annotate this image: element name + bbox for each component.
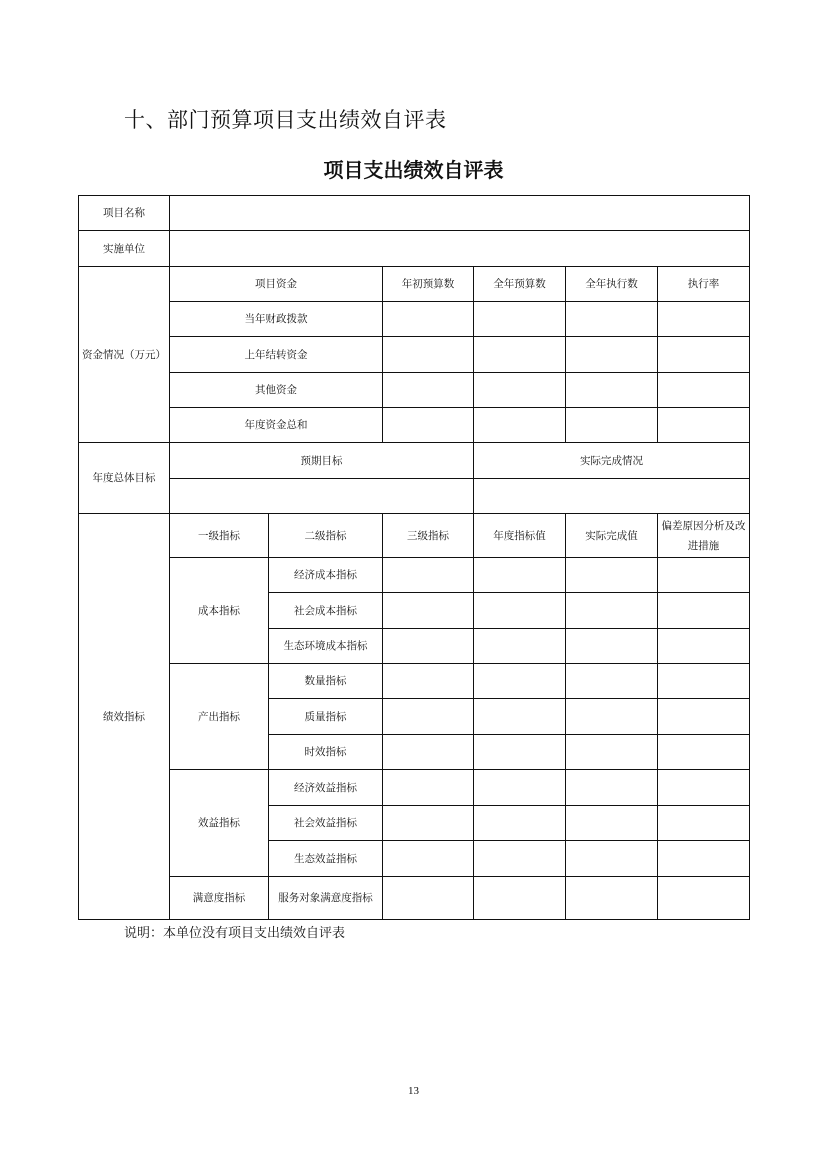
cell[interactable] [566,373,658,408]
implementing-unit-value[interactable] [170,231,750,267]
cell[interactable] [566,558,658,593]
cell[interactable] [383,593,474,629]
funds-row [79,302,750,337]
cell[interactable] [383,699,474,735]
cell[interactable] [658,770,750,806]
cell[interactable] [383,841,474,877]
indicator-row [79,664,750,699]
performance-header-row [79,514,750,558]
cell[interactable] [474,408,566,443]
perf-header-deviation: 偏差原因分析及改进措施 [658,514,750,558]
cell[interactable] [658,699,750,735]
indicator-row [79,877,750,920]
cell[interactable] [566,302,658,337]
cell[interactable] [566,337,658,373]
actual-completion-value[interactable] [474,479,750,514]
indicator-label: 经济成本指标 [269,558,383,593]
actual-completion-header: 实际完成情况 [474,443,750,479]
cell[interactable] [658,629,750,664]
cell[interactable] [474,877,566,920]
indicator-label: 服务对象满意度指标 [269,877,383,920]
cell[interactable] [566,770,658,806]
cell[interactable] [474,735,566,770]
cell[interactable] [383,735,474,770]
cell[interactable] [383,408,474,443]
cell[interactable] [658,373,750,408]
cell[interactable] [474,699,566,735]
cell[interactable] [383,558,474,593]
cell[interactable] [383,664,474,699]
cell[interactable] [658,302,750,337]
cell[interactable] [566,806,658,841]
annual-goal-label: 年度总体目标 [79,443,170,514]
cell[interactable] [658,806,750,841]
funds-row-label: 上年结转资金 [170,337,383,373]
cell[interactable] [474,337,566,373]
cell[interactable] [383,629,474,664]
cell[interactable] [383,337,474,373]
funds-row-label: 其他资金 [170,373,383,408]
indicator-row [79,558,750,593]
cell[interactable] [658,337,750,373]
cell[interactable] [566,699,658,735]
cell[interactable] [474,841,566,877]
cell[interactable] [474,629,566,664]
indicator-label: 时效指标 [269,735,383,770]
funds-row-label: 当年财政拨款 [170,302,383,337]
cell[interactable] [383,877,474,920]
page-number: 13 [408,1085,419,1097]
project-name-value[interactable] [170,196,750,231]
cell[interactable] [658,558,750,593]
cell[interactable] [658,735,750,770]
funds-header-annual-executed: 全年执行数 [566,267,658,302]
cell[interactable] [474,373,566,408]
cell[interactable] [383,806,474,841]
indicator-row [79,770,750,806]
perf-header-level1: 一级指标 [170,514,269,558]
funds-group-label: 资金情况（万元） [79,267,170,443]
cell[interactable] [566,593,658,629]
annual-goal-value-row [79,479,750,514]
perf-header-annual-target: 年度指标值 [474,514,566,558]
funds-row [79,373,750,408]
indicator-label: 生态环境成本指标 [269,629,383,664]
perf-header-actual-value: 实际完成值 [566,514,658,558]
cell[interactable] [566,664,658,699]
cell[interactable] [474,664,566,699]
cell[interactable] [474,806,566,841]
funds-row [79,337,750,373]
indicator-label: 质量指标 [269,699,383,735]
implementing-unit-row [79,231,750,267]
indicator-label: 社会效益指标 [269,806,383,841]
section-heading: 十、部门预算项目支出绩效自评表 [124,108,447,132]
project-name-row [79,196,750,231]
cell[interactable] [658,841,750,877]
cell[interactable] [474,770,566,806]
funds-header-annual-budget: 全年预算数 [474,267,566,302]
table-note: 说明：本单位没有项目支出绩效自评表 [124,926,346,941]
cell[interactable] [566,877,658,920]
cell[interactable] [474,593,566,629]
expected-goal-value[interactable] [170,479,474,514]
cell[interactable] [566,735,658,770]
funds-row [79,408,750,443]
funds-row-label: 年度资金总和 [170,408,383,443]
cell[interactable] [658,593,750,629]
category-output: 产出指标 [170,664,269,770]
cell[interactable] [566,841,658,877]
table-title: 项目支出绩效自评表 [323,158,504,182]
funds-header-row [79,267,750,302]
project-name-label: 项目名称 [79,196,170,231]
category-benefit: 效益指标 [170,770,269,877]
indicator-label: 社会成本指标 [269,593,383,629]
cell[interactable] [658,408,750,443]
cell[interactable] [474,302,566,337]
cell[interactable] [658,877,750,920]
cell[interactable] [383,302,474,337]
performance-group-label: 绩效指标 [79,514,170,920]
annual-goal-header-row [79,443,750,479]
implementing-unit-label: 实施单位 [79,231,170,267]
expected-goal-header: 预期目标 [170,443,474,479]
funds-header-execution-rate: 执行率 [658,267,750,302]
category-satisfaction: 满意度指标 [170,877,269,920]
performance-self-evaluation-table [78,195,750,920]
cell[interactable] [566,408,658,443]
indicator-label: 数量指标 [269,664,383,699]
funds-header-initial-budget: 年初预算数 [383,267,474,302]
cell[interactable] [566,629,658,664]
cell[interactable] [383,770,474,806]
indicator-label: 生态效益指标 [269,841,383,877]
cell[interactable] [474,558,566,593]
category-cost: 成本指标 [170,558,269,664]
perf-header-level2: 二级指标 [269,514,383,558]
cell[interactable] [658,664,750,699]
funds-header-source: 项目资金 [170,267,383,302]
indicator-label: 经济效益指标 [269,770,383,806]
perf-header-level3: 三级指标 [383,514,474,558]
cell[interactable] [383,373,474,408]
